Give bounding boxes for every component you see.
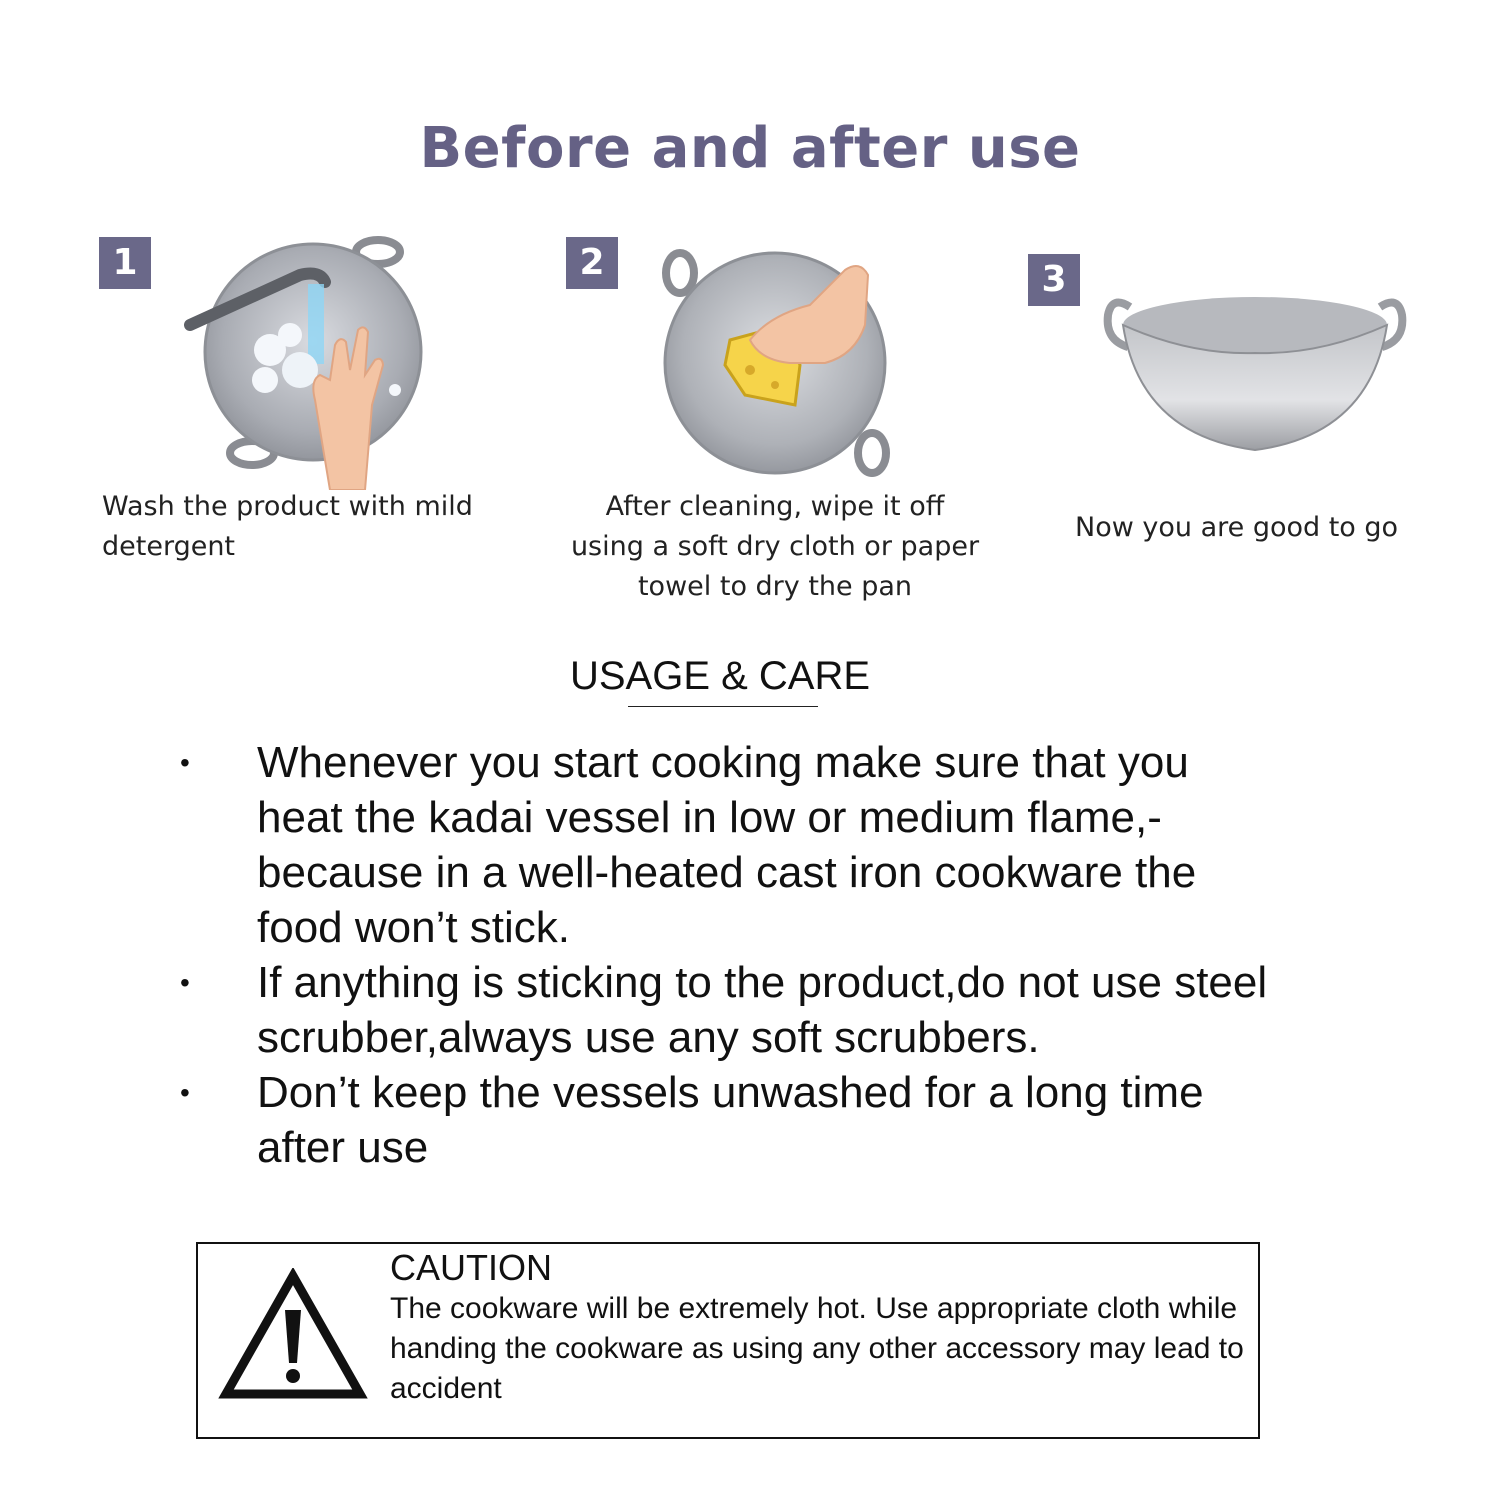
bullet-icon: • <box>180 747 190 778</box>
list-item-text: Don’t keep the vessels unwashed for a long time after use <box>257 1068 1204 1172</box>
bullet-icon: • <box>180 967 190 998</box>
heading-underline <box>628 706 818 707</box>
caution-box <box>196 1242 1260 1439</box>
step-2-badge: 2 <box>566 237 618 289</box>
step-1-badge: 1 <box>99 237 151 289</box>
bullet-icon: • <box>180 1077 190 1108</box>
list-item <box>175 1065 1285 1175</box>
washing-wok-icon <box>180 230 440 490</box>
step-1-caption: Wash the product with mild detergent <box>102 491 473 562</box>
step-3-badge: 3 <box>1028 254 1080 306</box>
step-2-caption: After cleaning, wipe it off using a soft dry cloth or paper towel to dry the pan <box>570 491 980 602</box>
list-item <box>175 735 1285 955</box>
page-title: Before and after use <box>419 115 1081 181</box>
list-item <box>175 955 1285 1065</box>
step-3-caption: Now you are good to go <box>1075 512 1399 543</box>
list-item-text: If anything is sticking to the product,do not use steel scrubber,always use any soft scrubbers. <box>257 958 1268 1062</box>
list-item-text: Whenever you start cooking make sure that you heat the kadai vessel in low or medium flame,-because in a well-heated cast iron cookware the food won’t stick. <box>257 738 1197 952</box>
warning-icon <box>218 1268 368 1403</box>
usage-care-heading: USAGE & CARE <box>569 654 871 698</box>
usage-care-list <box>175 735 1285 1175</box>
wok-icon <box>1100 285 1410 460</box>
caution-title: CAUTION <box>390 1247 552 1288</box>
wiping-wok-icon <box>650 245 900 485</box>
caution-text: The cookware will be extremely hot. Use appropriate cloth while handing the cookware as using any other accessory may lead to accident <box>390 1292 1244 1405</box>
